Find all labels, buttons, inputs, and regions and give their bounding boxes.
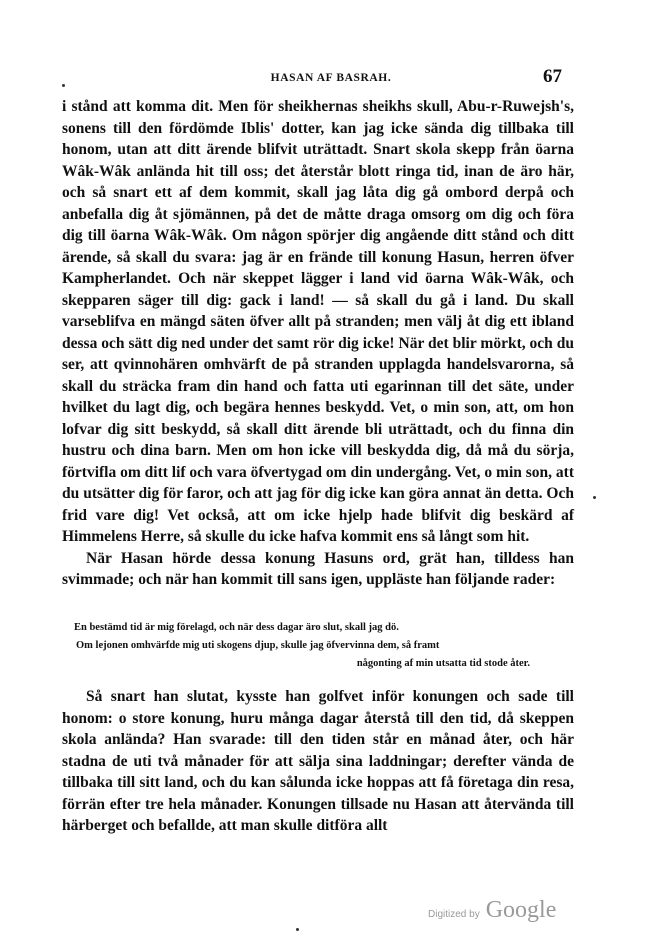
verse-block xyxy=(74,619,544,673)
print-speck xyxy=(593,496,596,499)
verse-line: Om lejonen omhvärfde mig uti skogens djup, skulle jag öfvervinna dem, så framt xyxy=(76,640,440,651)
google-logo: Google xyxy=(485,897,557,923)
print-speck xyxy=(296,928,299,931)
main-text xyxy=(62,96,574,591)
verse-line: någonting af min utsatta tid stode åter. xyxy=(356,658,530,669)
digitized-by-google-watermark xyxy=(428,897,556,924)
running-head xyxy=(0,66,662,90)
main-text-continued xyxy=(62,686,574,837)
paragraph: i stånd att komma dit. Men för sheikhernas sheikhs skull, Abu-r-Ruwejsh's, sonens till den fördömde Iblis' dotter, kan jag icke sända dig tillbaka till honom, utan att ditt ärende blifvit uträttadt. Snart skola skepp från öarna Wâk-Wâk anlända hit till oss; det återstår blott ringa tid, inan de äro här, och så snart ett af dem kommit, skall jag låta dig gå ombord derpå och anbefalla dig åt sjömännen, på det de måtte draga omsorg om dig och föra dig till öarna Wâk-Wâk. Om någon spörjer dig angående ditt stånd och ditt ärende, så skall du svara: jag är en frände till konung Hasun, herren öfver Kampherlandet. Och när skeppet lägger i land vid öarna Wâk-Wâk, och skepparen säger till dig: gack i land! — så skall du gå i land. Du skall varseblifva en mängd säten öfver allt på stranden; men välj åt dig ett ibland dessa och sätt dig ned under det samt rör dig icke! När det blir mörkt, och du ser, att qvinnohären omhvärft de på stranden upplagda handelsvarorna, så skall du sträcka fram din hand och fatta uti egarinnan till det säte, under hvilket du lagt dig, och begära hennes beskydd. Vet, o min son, att, om hon lofvar dig sitt beskydd, så skall ditt ärende bli uträttadt, och du finna din hustru och dina barn. Men om hon icke vill beskydda dig, då må du sörja, förtvifla om ditt lif och vara öfvertygad om din undergång. Vet, o min son, att du utsätter dig för faror, och att jag för dig icke kan göra annat än detta. Och frid vare dig! Vet också, att om icke hjelp hade blifvit dig beskärd af Himmelens Herre, så skulle du icke hafva kommit ens så långt som hit. xyxy=(62,98,574,545)
print-speck xyxy=(62,84,65,87)
paragraph: När Hasan hörde dessa konung Hasuns ord, grät han, tilldess han svimmade; och när han kommit till sans igen, uppläste han följande rader: xyxy=(62,549,574,588)
running-head-title: HASAN AF BASRAH. xyxy=(270,72,392,84)
verse-line: En bestämd tid är mig förelagd, och när dess dagar äro slut, skall jag dö. xyxy=(74,622,399,633)
page-number: 67 xyxy=(543,66,562,87)
paragraph: Så snart han slutat, kysste han golfvet inför konungen och sade till honom: o store konung, huru många dagar återstå till den tid, då skeppen skola anlända? Han svarade: till den tiden står en månad åter, och här stadna de uti två månader för att sälja sina laddningar; derefter vända de tillbaka till sitt land, och du kan sålunda icke hoppas att få företaga din resa, förrän efter tre hela månader. Konungen tillsade nu Hasan att återvända till härberget och befallde, att man skulle ditföra allt xyxy=(62,688,574,834)
watermark-prefix: Digitized by xyxy=(428,909,480,920)
